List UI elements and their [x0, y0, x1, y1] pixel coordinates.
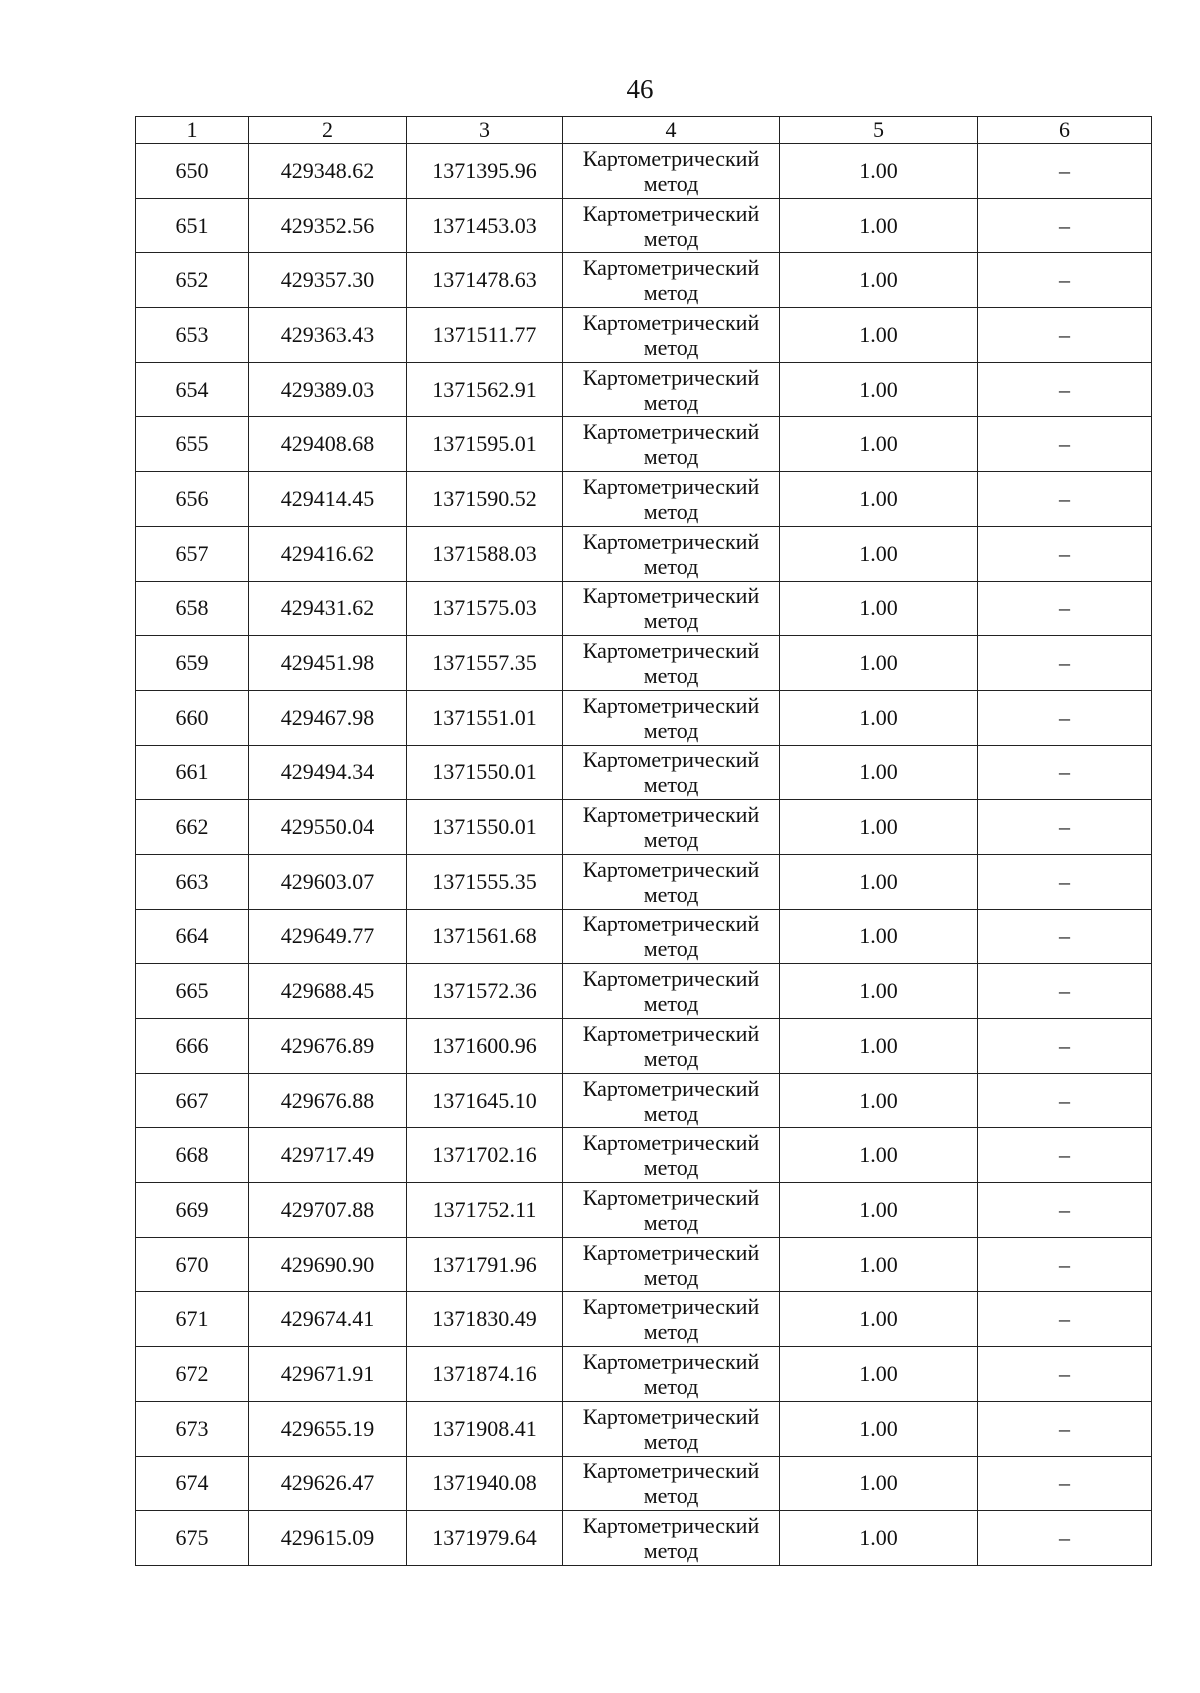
method-cell: Картометрический метод: [563, 308, 780, 363]
x-coordinate-cell: 429707.88: [249, 1183, 407, 1238]
point-number-cell: 668: [136, 1128, 249, 1183]
accuracy-cell: 1.00: [780, 1347, 978, 1402]
table-row: [136, 144, 1152, 199]
accuracy-cell: 1.00: [780, 1073, 978, 1128]
accuracy-cell: 1.00: [780, 636, 978, 691]
point-number-cell: 662: [136, 800, 249, 855]
method-cell: Картометрический метод: [563, 198, 780, 253]
y-coordinate-cell: 1371752.11: [407, 1183, 563, 1238]
point-number-cell: 657: [136, 526, 249, 581]
table-row: [136, 581, 1152, 636]
x-coordinate-cell: 429467.98: [249, 690, 407, 745]
x-coordinate-cell: 429676.88: [249, 1073, 407, 1128]
y-coordinate-cell: 1371562.91: [407, 362, 563, 417]
column-header-2: 2: [249, 117, 407, 144]
point-number-cell: 665: [136, 964, 249, 1019]
table-row: [136, 800, 1152, 855]
y-coordinate-cell: 1371979.64: [407, 1511, 563, 1566]
method-cell: Картометрический метод: [563, 636, 780, 691]
x-coordinate-cell: 429655.19: [249, 1401, 407, 1456]
accuracy-cell: 1.00: [780, 854, 978, 909]
x-coordinate-cell: 429431.62: [249, 581, 407, 636]
description-cell: –: [978, 1237, 1152, 1292]
description-cell: –: [978, 636, 1152, 691]
description-cell: –: [978, 1019, 1152, 1074]
table-row: [136, 854, 1152, 909]
point-number-cell: 655: [136, 417, 249, 472]
table-row: [136, 690, 1152, 745]
x-coordinate-cell: 429363.43: [249, 308, 407, 363]
method-cell: Картометрический метод: [563, 362, 780, 417]
x-coordinate-cell: 429451.98: [249, 636, 407, 691]
y-coordinate-cell: 1371600.96: [407, 1019, 563, 1074]
point-number-cell: 670: [136, 1237, 249, 1292]
accuracy-cell: 1.00: [780, 581, 978, 636]
point-number-cell: 667: [136, 1073, 249, 1128]
table-row: [136, 1511, 1152, 1566]
x-coordinate-cell: 429603.07: [249, 854, 407, 909]
page-number: 46: [626, 74, 654, 104]
accuracy-cell: 1.00: [780, 1511, 978, 1566]
method-cell: Картометрический метод: [563, 1456, 780, 1511]
accuracy-cell: 1.00: [780, 1019, 978, 1074]
table-row: [136, 1292, 1152, 1347]
method-cell: Картометрический метод: [563, 800, 780, 855]
point-number-cell: 673: [136, 1401, 249, 1456]
column-header-4: 4: [563, 117, 780, 144]
method-cell: Картометрический метод: [563, 745, 780, 800]
y-coordinate-cell: 1371555.35: [407, 854, 563, 909]
method-cell: Картометрический метод: [563, 1511, 780, 1566]
x-coordinate-cell: 429671.91: [249, 1347, 407, 1402]
table-row: [136, 526, 1152, 581]
description-cell: –: [978, 1292, 1152, 1347]
point-number-cell: 669: [136, 1183, 249, 1238]
y-coordinate-cell: 1371575.03: [407, 581, 563, 636]
method-cell: Картометрический метод: [563, 690, 780, 745]
y-coordinate-cell: 1371702.16: [407, 1128, 563, 1183]
point-number-cell: 664: [136, 909, 249, 964]
point-number-cell: 666: [136, 1019, 249, 1074]
y-coordinate-cell: 1371874.16: [407, 1347, 563, 1402]
table-row: [136, 909, 1152, 964]
point-number-cell: 659: [136, 636, 249, 691]
method-cell: Картометрический метод: [563, 144, 780, 199]
accuracy-cell: 1.00: [780, 1292, 978, 1347]
table-row: [136, 636, 1152, 691]
method-cell: Картометрический метод: [563, 526, 780, 581]
method-cell: Картометрический метод: [563, 1401, 780, 1456]
method-cell: Картометрический метод: [563, 1019, 780, 1074]
accuracy-cell: 1.00: [780, 417, 978, 472]
y-coordinate-cell: 1371791.96: [407, 1237, 563, 1292]
description-cell: –: [978, 909, 1152, 964]
point-number-cell: 675: [136, 1511, 249, 1566]
point-number-cell: 663: [136, 854, 249, 909]
y-coordinate-cell: 1371561.68: [407, 909, 563, 964]
point-number-cell: 671: [136, 1292, 249, 1347]
point-number-cell: 656: [136, 472, 249, 527]
description-cell: –: [978, 144, 1152, 199]
y-coordinate-cell: 1371551.01: [407, 690, 563, 745]
y-coordinate-cell: 1371595.01: [407, 417, 563, 472]
accuracy-cell: 1.00: [780, 526, 978, 581]
x-coordinate-cell: 429674.41: [249, 1292, 407, 1347]
y-coordinate-cell: 1371588.03: [407, 526, 563, 581]
description-cell: –: [978, 1456, 1152, 1511]
y-coordinate-cell: 1371550.01: [407, 800, 563, 855]
accuracy-cell: 1.00: [780, 362, 978, 417]
column-header-6: 6: [978, 117, 1152, 144]
description-cell: –: [978, 1128, 1152, 1183]
accuracy-cell: 1.00: [780, 1401, 978, 1456]
table-row: [136, 1019, 1152, 1074]
table-row: [136, 1128, 1152, 1183]
accuracy-cell: 1.00: [780, 690, 978, 745]
point-number-cell: 658: [136, 581, 249, 636]
description-cell: –: [978, 854, 1152, 909]
description-cell: –: [978, 581, 1152, 636]
description-cell: –: [978, 964, 1152, 1019]
method-cell: Картометрический метод: [563, 417, 780, 472]
method-cell: Картометрический метод: [563, 253, 780, 308]
x-coordinate-cell: 429494.34: [249, 745, 407, 800]
accuracy-cell: 1.00: [780, 308, 978, 363]
accuracy-cell: 1.00: [780, 964, 978, 1019]
y-coordinate-cell: 1371395.96: [407, 144, 563, 199]
point-number-cell: 653: [136, 308, 249, 363]
y-coordinate-cell: 1371908.41: [407, 1401, 563, 1456]
table-row: [136, 198, 1152, 253]
point-number-cell: 674: [136, 1456, 249, 1511]
description-cell: –: [978, 1183, 1152, 1238]
table-row: [136, 362, 1152, 417]
accuracy-cell: 1.00: [780, 144, 978, 199]
description-cell: –: [978, 1073, 1152, 1128]
description-cell: –: [978, 745, 1152, 800]
x-coordinate-cell: 429615.09: [249, 1511, 407, 1566]
table-row: [136, 964, 1152, 1019]
y-coordinate-cell: 1371590.52: [407, 472, 563, 527]
method-cell: Картометрический метод: [563, 1073, 780, 1128]
y-coordinate-cell: 1371550.01: [407, 745, 563, 800]
method-cell: Картометрический метод: [563, 472, 780, 527]
description-cell: –: [978, 800, 1152, 855]
table-row: [136, 472, 1152, 527]
method-cell: Картометрический метод: [563, 581, 780, 636]
table-row: [136, 1401, 1152, 1456]
point-number-cell: 650: [136, 144, 249, 199]
x-coordinate-cell: 429717.49: [249, 1128, 407, 1183]
x-coordinate-cell: 429649.77: [249, 909, 407, 964]
column-header-5: 5: [780, 117, 978, 144]
x-coordinate-cell: 429550.04: [249, 800, 407, 855]
table-row: [136, 1456, 1152, 1511]
table-row: [136, 417, 1152, 472]
description-cell: –: [978, 526, 1152, 581]
y-coordinate-cell: 1371511.77: [407, 308, 563, 363]
x-coordinate-cell: 429389.03: [249, 362, 407, 417]
table-header-row: [136, 117, 1152, 144]
description-cell: –: [978, 1401, 1152, 1456]
method-cell: Картометрический метод: [563, 1237, 780, 1292]
method-cell: Картометрический метод: [563, 1128, 780, 1183]
accuracy-cell: 1.00: [780, 800, 978, 855]
method-cell: Картометрический метод: [563, 1292, 780, 1347]
x-coordinate-cell: 429676.89: [249, 1019, 407, 1074]
y-coordinate-cell: 1371645.10: [407, 1073, 563, 1128]
table-row: [136, 308, 1152, 363]
point-number-cell: 652: [136, 253, 249, 308]
accuracy-cell: 1.00: [780, 1183, 978, 1238]
y-coordinate-cell: 1371830.49: [407, 1292, 563, 1347]
table-body: [136, 144, 1152, 1566]
accuracy-cell: 1.00: [780, 1237, 978, 1292]
y-coordinate-cell: 1371557.35: [407, 636, 563, 691]
description-cell: –: [978, 690, 1152, 745]
x-coordinate-cell: 429414.45: [249, 472, 407, 527]
accuracy-cell: 1.00: [780, 472, 978, 527]
table-row: [136, 1073, 1152, 1128]
point-number-cell: 661: [136, 745, 249, 800]
column-header-1: 1: [136, 117, 249, 144]
x-coordinate-cell: 429626.47: [249, 1456, 407, 1511]
table-row: [136, 1183, 1152, 1238]
description-cell: –: [978, 1347, 1152, 1402]
x-coordinate-cell: 429357.30: [249, 253, 407, 308]
accuracy-cell: 1.00: [780, 198, 978, 253]
y-coordinate-cell: 1371940.08: [407, 1456, 563, 1511]
method-cell: Картометрический метод: [563, 1183, 780, 1238]
y-coordinate-cell: 1371453.03: [407, 198, 563, 253]
table-row: [136, 745, 1152, 800]
method-cell: Картометрический метод: [563, 964, 780, 1019]
point-number-cell: 651: [136, 198, 249, 253]
description-cell: –: [978, 417, 1152, 472]
method-cell: Картометрический метод: [563, 854, 780, 909]
accuracy-cell: 1.00: [780, 745, 978, 800]
accuracy-cell: 1.00: [780, 1128, 978, 1183]
x-coordinate-cell: 429688.45: [249, 964, 407, 1019]
table-row: [136, 1237, 1152, 1292]
table-row: [136, 253, 1152, 308]
description-cell: –: [978, 362, 1152, 417]
x-coordinate-cell: 429352.56: [249, 198, 407, 253]
x-coordinate-cell: 429408.68: [249, 417, 407, 472]
accuracy-cell: 1.00: [780, 253, 978, 308]
table-row: [136, 1347, 1152, 1402]
description-cell: –: [978, 308, 1152, 363]
point-number-cell: 672: [136, 1347, 249, 1402]
method-cell: Картометрический метод: [563, 909, 780, 964]
y-coordinate-cell: 1371478.63: [407, 253, 563, 308]
accuracy-cell: 1.00: [780, 1456, 978, 1511]
column-header-3: 3: [407, 117, 563, 144]
coordinates-table: [135, 116, 1152, 1566]
x-coordinate-cell: 429690.90: [249, 1237, 407, 1292]
description-cell: –: [978, 253, 1152, 308]
description-cell: –: [978, 198, 1152, 253]
description-cell: –: [978, 1511, 1152, 1566]
point-number-cell: 654: [136, 362, 249, 417]
method-cell: Картометрический метод: [563, 1347, 780, 1402]
accuracy-cell: 1.00: [780, 909, 978, 964]
description-cell: –: [978, 472, 1152, 527]
point-number-cell: 660: [136, 690, 249, 745]
x-coordinate-cell: 429348.62: [249, 144, 407, 199]
x-coordinate-cell: 429416.62: [249, 526, 407, 581]
y-coordinate-cell: 1371572.36: [407, 964, 563, 1019]
